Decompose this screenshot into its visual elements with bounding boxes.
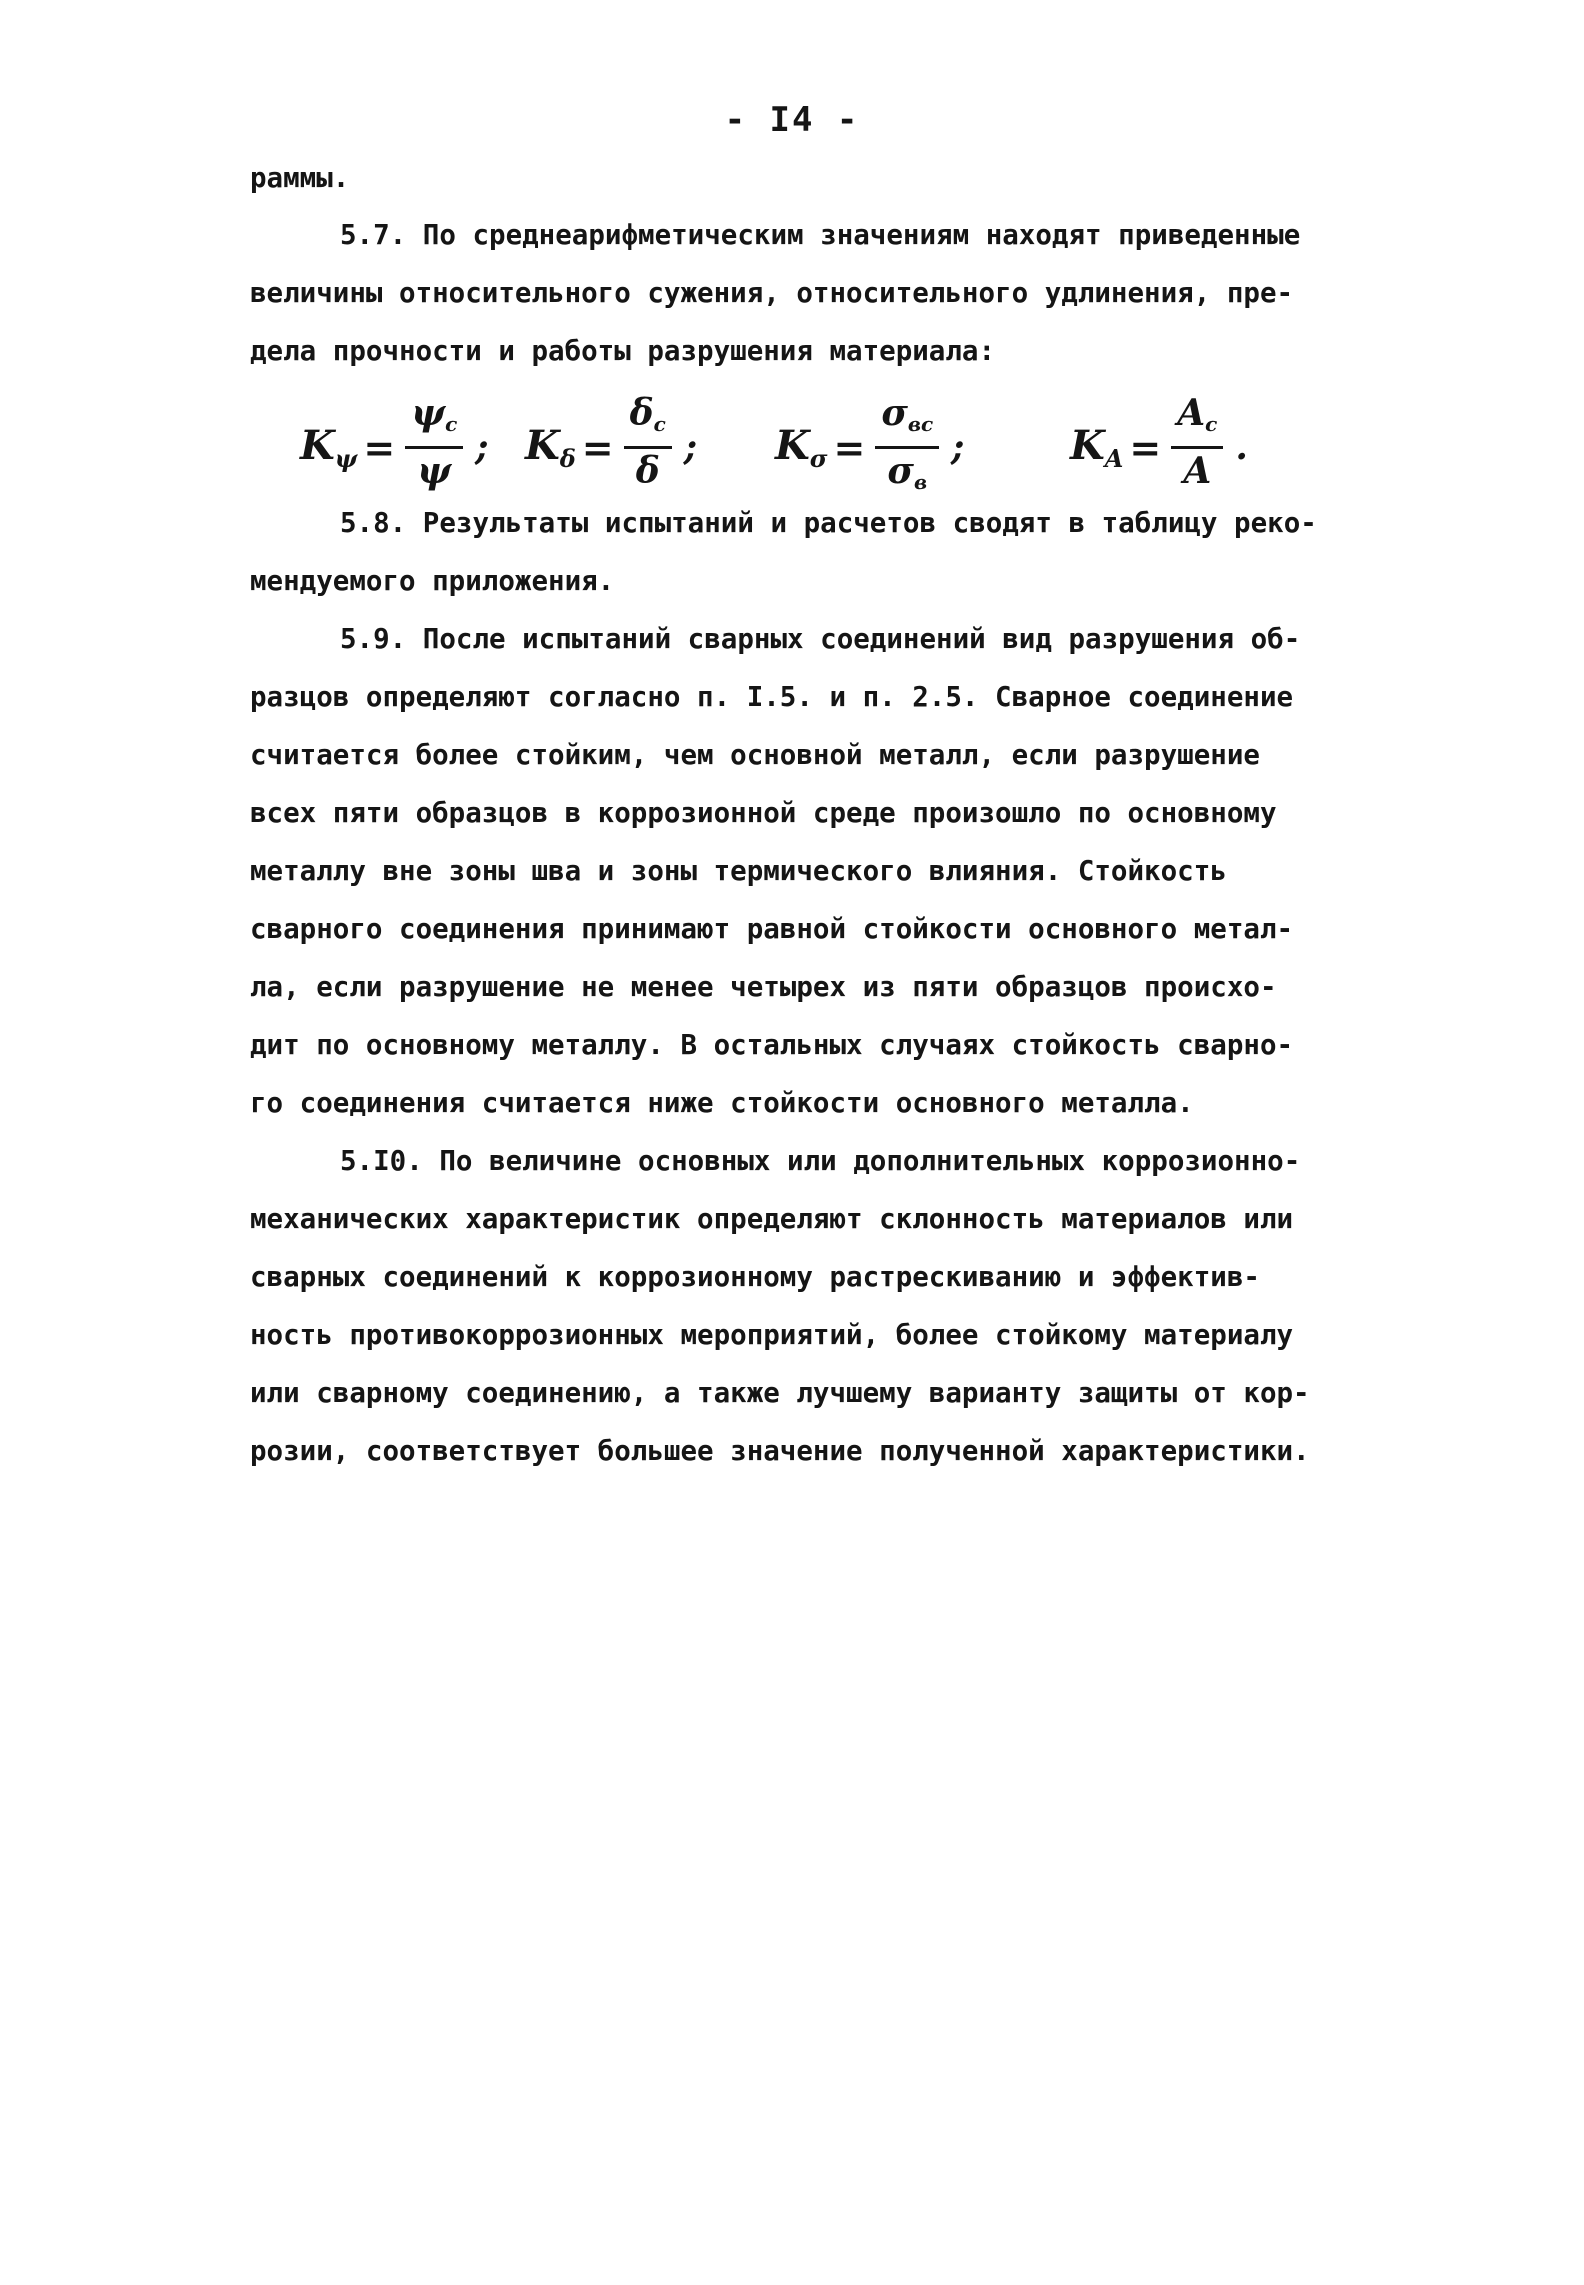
paragraph-5-9-line: ла, если разрушение не менее четырех из пяти образцов происхо- bbox=[250, 971, 1277, 1003]
equals-sign: = bbox=[581, 424, 614, 470]
equals-sign: = bbox=[1129, 424, 1162, 470]
fraction: $\frac{A_c}{A}$ bbox=[1171, 391, 1223, 504]
paragraph-5-8-line: 5.8. Результаты испытаний и расчетов сводят в таблицу реко- bbox=[340, 507, 1317, 539]
equals-sign: = bbox=[363, 424, 396, 470]
paragraph-5-9-line: 5.9. После испытаний сварных соединений вид разрушения об- bbox=[340, 623, 1301, 655]
paragraph-5-10-line: механических характеристик определяют склонность материалов или bbox=[250, 1203, 1294, 1235]
formula-k-psi: $K_\psi$ = $\frac{\psi_c}{\psi}$ ; bbox=[300, 392, 489, 502]
paragraph-5-10-line: или сварному соединению, а также лучшему варианту защиты от кор- bbox=[250, 1377, 1310, 1409]
formula-k-sigma: $K_\sigma$ = $\frac{\sigma_{вс}}{\sigma_в}$ ; bbox=[775, 392, 964, 502]
paragraph-5-9-line: металлу вне зоны шва и зоны термического влияния. Стойкость bbox=[250, 855, 1227, 887]
formula-lhs: $K_\psi$ bbox=[300, 421, 358, 473]
formula-k-delta: $K_\delta$ = $\frac{\delta_c}{\delta}$ ; bbox=[525, 392, 697, 502]
formula-k-a: $K_A$ = $\frac{A_c}{A}$ . bbox=[1070, 392, 1248, 502]
paragraph-5-7-line: дела прочности и работы разрушения материала: bbox=[250, 335, 996, 367]
formula-lhs: $K_A$ bbox=[1070, 421, 1124, 473]
fraction: $\frac{\delta_c}{\delta}$ bbox=[624, 391, 672, 504]
paragraph-5-9-line: сварного соединения принимают равной стойкости основного метал- bbox=[250, 913, 1294, 945]
page-number: - I4 - bbox=[724, 100, 860, 140]
paragraph-5-10-line: 5.I0. По величине основных или дополнительных коррозионно- bbox=[340, 1145, 1301, 1177]
paragraph-5-9-line: всех пяти образцов в коррозионной среде произошло по основному bbox=[250, 797, 1277, 829]
paragraph-5-9-line: дит по основному металлу. В остальных случаях стойкость сварно- bbox=[250, 1029, 1294, 1061]
paragraph-5-10-line: ность противокоррозионных мероприятий, более стойкому материалу bbox=[250, 1319, 1294, 1351]
paragraph-5-7-line: величины относительного сужения, относительного удлинения, пре- bbox=[250, 277, 1294, 309]
paragraph-5-9-line: го соединения считается ниже стойкости основного металла. bbox=[250, 1087, 1194, 1119]
formula-lhs: $K_\sigma$ bbox=[775, 421, 828, 473]
equals-sign: = bbox=[833, 424, 866, 470]
formula-lhs: $K_\delta$ bbox=[525, 421, 576, 473]
paragraph-5-9-line: разцов определяют согласно п. I.5. и п. 2.5. Сварное соединение bbox=[250, 681, 1294, 713]
paragraph-5-8-line: мендуемого приложения. bbox=[250, 565, 615, 597]
text-line: раммы. bbox=[250, 162, 350, 194]
paragraph-5-9-line: считается более стойким, чем основной металл, если разрушение bbox=[250, 739, 1260, 771]
reduced-values-formula bbox=[300, 392, 1340, 502]
paragraph-5-7-line: 5.7. По среднеарифметическим значениям находят приведенные bbox=[340, 219, 1301, 251]
fraction: $\frac{\psi_c}{\psi}$ bbox=[405, 391, 463, 504]
fraction: $\frac{\sigma_{вс}}{\sigma_в}$ bbox=[875, 391, 939, 504]
paragraph-5-10-line: розии, соответствует большее значение полученной характеристики. bbox=[250, 1435, 1310, 1467]
paragraph-5-10-line: сварных соединений к коррозионному растрескиванию и эффектив- bbox=[250, 1261, 1260, 1293]
